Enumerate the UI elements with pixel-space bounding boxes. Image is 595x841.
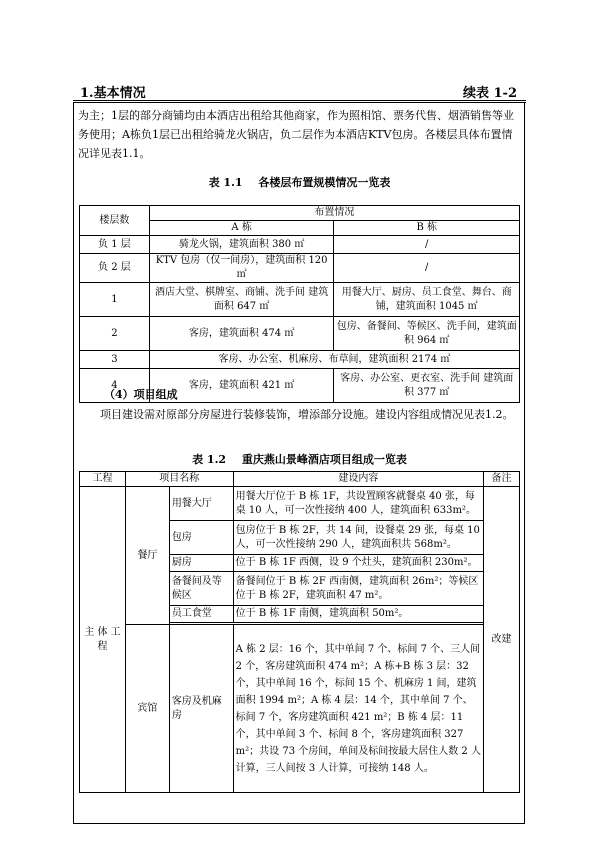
table-row	[80, 351, 520, 369]
content-header: 建设内容	[233, 472, 483, 487]
floor-cell: 负 1 层	[80, 236, 150, 254]
table2-caption-title: 重庆燕山景峰酒店项目组成一览表	[241, 453, 407, 466]
layout-header: 布置情况	[149, 206, 519, 221]
building-a-header: A 栋	[149, 221, 334, 236]
table-row	[80, 487, 520, 521]
building-b-cell: 用餐大厅、厨房、员工食堂、舞台、商铺，建筑面积 1045 ㎡	[334, 283, 520, 317]
main-project-cell: 主 体 工程	[80, 487, 126, 793]
project-header: 工程	[80, 472, 126, 487]
note-header: 备注	[484, 472, 520, 487]
hotel-cell: 宾馆	[125, 625, 169, 793]
item-name-cell: 备餐间及等候区	[169, 572, 233, 606]
section4-paragraph: 项目建设需对原部分房屋进行装修装饰，增添部分设施。建设内容组成情况见表1.2。	[100, 408, 514, 421]
table-row	[80, 317, 520, 351]
table2-caption-number: 表 1.2	[192, 453, 227, 466]
item-content-cell: 位于 B 栋 1F 西侧，设 9 个灶头，建筑面积 230m²。	[233, 555, 483, 572]
building-a-cell: 客房，建筑面积 421 ㎡	[149, 369, 334, 403]
section-heading: 1.基本情况	[80, 86, 146, 101]
floor-cell: 负 2 层	[80, 254, 150, 283]
building-a-cell: 骑龙火锅，建筑面积 380 ㎡	[149, 236, 334, 254]
floor-cell: 3	[80, 351, 150, 369]
table2-caption	[73, 451, 526, 467]
item-name-cell: 包房	[169, 521, 233, 555]
table1-caption-number: 表 1.1	[208, 176, 243, 189]
floor-cell: 2	[80, 317, 150, 351]
table1-caption-title: 各楼层布置规模情况一览表	[258, 176, 391, 189]
continued-table-label: 续表 1-2	[462, 86, 517, 101]
item-name-cell: 员工食堂	[169, 606, 233, 623]
building-b-cell: /	[334, 236, 520, 254]
table-row	[80, 283, 520, 317]
name-header: 项目名称	[125, 472, 233, 487]
floor-cell: 4	[80, 369, 150, 403]
project-composition-table	[79, 471, 520, 793]
item-name-cell: 客房及机麻房	[169, 625, 233, 793]
floor-layout-table	[79, 205, 520, 403]
table-row	[80, 625, 520, 793]
floor-cell: 1	[80, 283, 150, 317]
item-name-cell: 用餐大厅	[169, 487, 233, 521]
item-content-cell: A 栋 2 层：16 个，其中单间 7 个、标间 7 个、三人间 2 个，客房建筑面积 474 m²；A 栋+B 栋 3 层：32 个，其中单间 16 个，标间 15 个、机麻房 1 间，建筑面积 1994 m²；A 栋 4 层：14 个，其中单间 7 个、标间 7 个，客房建筑面积 421 m²；B 栋 4 层：11 个，其中单间 3 个、标间 8 个，客房建筑面积 327 m²；共设 73 个房间，单间及标间按最大居住人数 2 人计算，三人间按 3 人计算，可接纳 148 人。	[233, 625, 483, 793]
table1-caption	[73, 174, 526, 190]
intro-paragraph: 为主；1层的部分商铺均由本酒店出租给其他商家，作为照相馆、票务代售、烟酒销售等业务使用；A栋负1层已出租给骑龙火锅店，负二层作为本酒店KTV包房。各楼层具体布置情况详见表1.1。	[78, 109, 514, 160]
table-row	[80, 236, 520, 254]
header-rule	[73, 100, 526, 101]
building-a-cell: KTV 包房（仅一间房），建筑面积 120 ㎡	[149, 254, 334, 283]
building-b-cell: 包房、备餐间、等候区、洗手间，建筑面积 964 ㎡	[334, 317, 520, 351]
section4-heading: （4）项目组成	[104, 388, 178, 401]
building-a-cell: 酒店大堂、棋牌室、商铺、洗手间 建筑面积 647 ㎡	[149, 283, 334, 317]
building-b-header: B 栋	[334, 221, 520, 236]
building-ab-cell: 客房、办公室、机麻房、布草间，建筑面积 2174 ㎡	[149, 351, 519, 369]
floor-header: 楼层数	[80, 206, 150, 236]
item-name-cell: 厨房	[169, 555, 233, 572]
building-a-cell: 客房，建筑面积 474 ㎡	[149, 317, 334, 351]
building-b-cell: /	[334, 254, 520, 283]
building-b-cell: 客房、办公室、更衣室、洗手间 建筑面积 377 ㎡	[334, 369, 520, 403]
table-row	[80, 254, 520, 283]
item-content-cell: 用餐大厅位于 B 栋 1F，共设置顾客就餐桌 40 张，每桌 10 人，可一次性接纳 400 人，建筑面积 633m²。	[233, 487, 483, 521]
restaurant-cell: 餐厅	[125, 487, 169, 625]
item-content-cell: 位于 B 栋 1F 南侧，建筑面积 50m²。	[233, 606, 483, 623]
note-cell: 改建	[484, 487, 520, 793]
item-content-cell: 包房位于 B 栋 2F，共 14 间，设餐桌 29 张，每桌 10 人，可一次性接纳 290 人，建筑面积共 568m²。	[233, 521, 483, 555]
item-content-cell: 备餐间位于 B 栋 2F 西南侧，建筑面积 26m²；等候区位于 B 栋 2F，建筑面积 47 m²。	[233, 572, 483, 606]
